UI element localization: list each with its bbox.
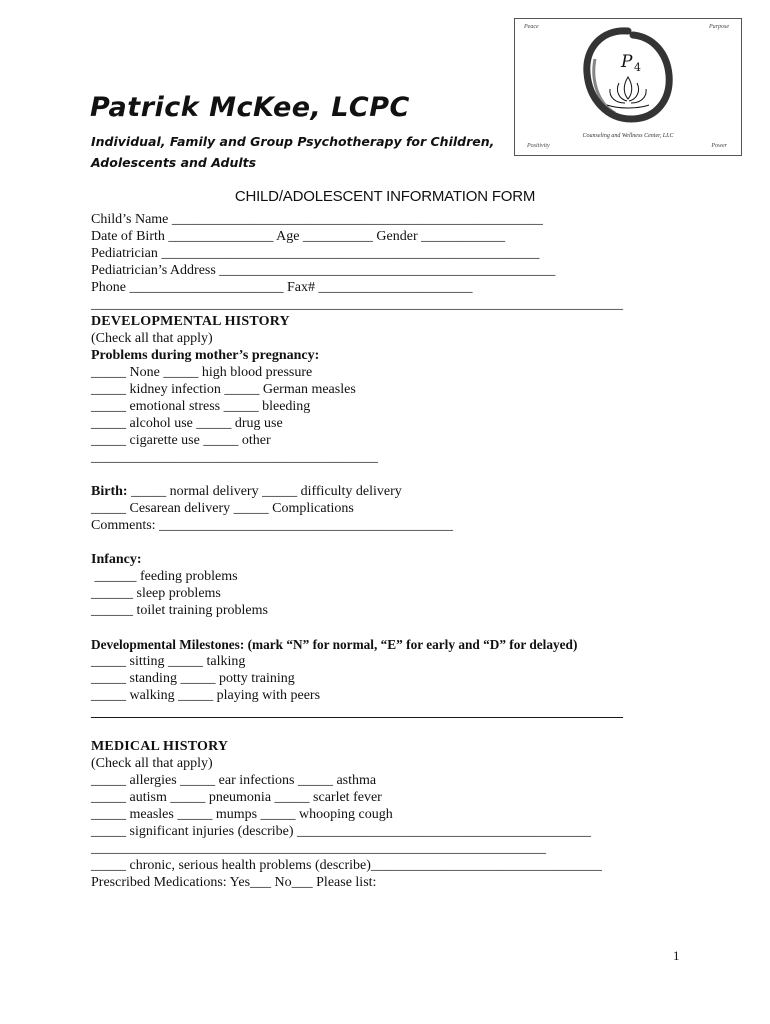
birth-comments-field[interactable]: Comments: __________________________________________ [91,518,454,533]
check-all-note: (Check all that apply) [91,331,213,346]
milestones-heading: Developmental Milestones: (mark “N” for normal, “E” for early and “D” for delayed) [91,637,578,652]
pregnancy-checklist-row[interactable]: _____ cigarette use _____ other [91,433,271,448]
svg-text:P: P [621,52,633,72]
pediatrician-field[interactable]: Pediatrician ______________________________________________________ [91,246,540,261]
medical-checklist-row[interactable]: _____ allergies _____ ear infections _____ asthma [91,773,377,788]
pregnancy-checklist-row[interactable]: _____ None _____ high blood pressure [91,365,313,380]
birth-options[interactable]: _____ normal delivery _____ difficulty delivery [127,484,402,499]
section-divider: ____________________________________________________________________________ [91,705,623,720]
medical-checklist-row[interactable]: _____ measles _____ mumps _____ whooping cough [91,807,393,822]
pregnancy-problems-heading: Problems during mother’s pregnancy: [91,348,320,363]
check-all-note: (Check all that apply) [91,756,213,771]
infancy-checklist-row[interactable]: ______ toilet training problems [91,603,268,618]
milestone-row[interactable]: _____ standing _____ potty training [91,671,295,686]
infancy-checklist-row[interactable]: ______ feeding problems [91,569,238,584]
logo-corner-power: Power [711,143,727,149]
logo-corner-peace: Peace [524,24,539,30]
logo-corner-purpose: Purpose [709,24,729,30]
injuries-blank[interactable]: _________________________________________________________________ [91,841,546,856]
spacer [91,466,691,483]
pediatrician-address-field[interactable]: Pediatrician’s Address ________________________________________________ [91,263,556,278]
form-title: CHILD/ADOLESCENT INFORMATION FORM [234,188,536,205]
birth-checklist-row[interactable]: _____ Cesarean delivery _____ Complications [91,501,354,516]
practitioner-name-title: Patrick McKee, LCPC [90,92,410,123]
spacer [91,534,691,551]
infancy-heading: Infancy: [91,552,142,567]
childs-name-field[interactable]: Child’s Name _____________________________________________________ [91,212,543,227]
logo-card [514,18,742,156]
medical-checklist-row[interactable]: _____ autism _____ pneumonia _____ scarlet fever [91,790,382,805]
milestone-row[interactable]: _____ walking _____ playing with peers [91,688,321,703]
page-number: 1 [673,948,680,963]
spacer [91,721,691,738]
pregnancy-other-blank[interactable]: _________________________________________ [91,450,378,465]
form-body [91,211,691,891]
practice-subtitle: Individual, Family and Group Psychotherapy for Children, Adolescents and Adults [91,134,495,170]
section-divider: ____________________________________________________________________________ [91,297,623,312]
svg-text:4: 4 [634,61,641,74]
pregnancy-checklist-row[interactable]: _____ emotional stress _____ bleeding [91,399,311,414]
medical-history-heading: MEDICAL HISTORY [91,739,229,754]
logo-caption: Counseling and Wellness Center, LLC [582,133,674,139]
spacer [91,619,691,636]
pregnancy-checklist-row[interactable]: _____ kidney infection _____ German measles [91,382,356,397]
birth-checklist-row [91,483,691,500]
logo-corner-positivity: Positivity [527,143,550,149]
phone-fax-field[interactable]: Phone ______________________ Fax# ______________________ [91,280,473,295]
medical-checklist-row[interactable]: _____ significant injuries (describe) __________________________________________ [91,824,592,839]
infancy-checklist-row[interactable]: ______ sleep problems [91,586,221,601]
developmental-history-heading: DEVELOPMENTAL HISTORY [91,314,290,329]
dob-age-gender-field[interactable]: Date of Birth _______________ Age __________ Gender ____________ [91,229,506,244]
prescribed-medications-field[interactable]: Prescribed Medications: Yes___ No___ Please list: [91,875,377,890]
milestone-row[interactable]: _____ sitting _____ talking [91,654,246,669]
pregnancy-checklist-row[interactable]: _____ alcohol use _____ drug use [91,416,283,431]
medical-checklist-row[interactable]: _____ chronic, serious health problems (describe)_________________________________ [91,858,602,873]
birth-label: Birth: [91,484,128,499]
